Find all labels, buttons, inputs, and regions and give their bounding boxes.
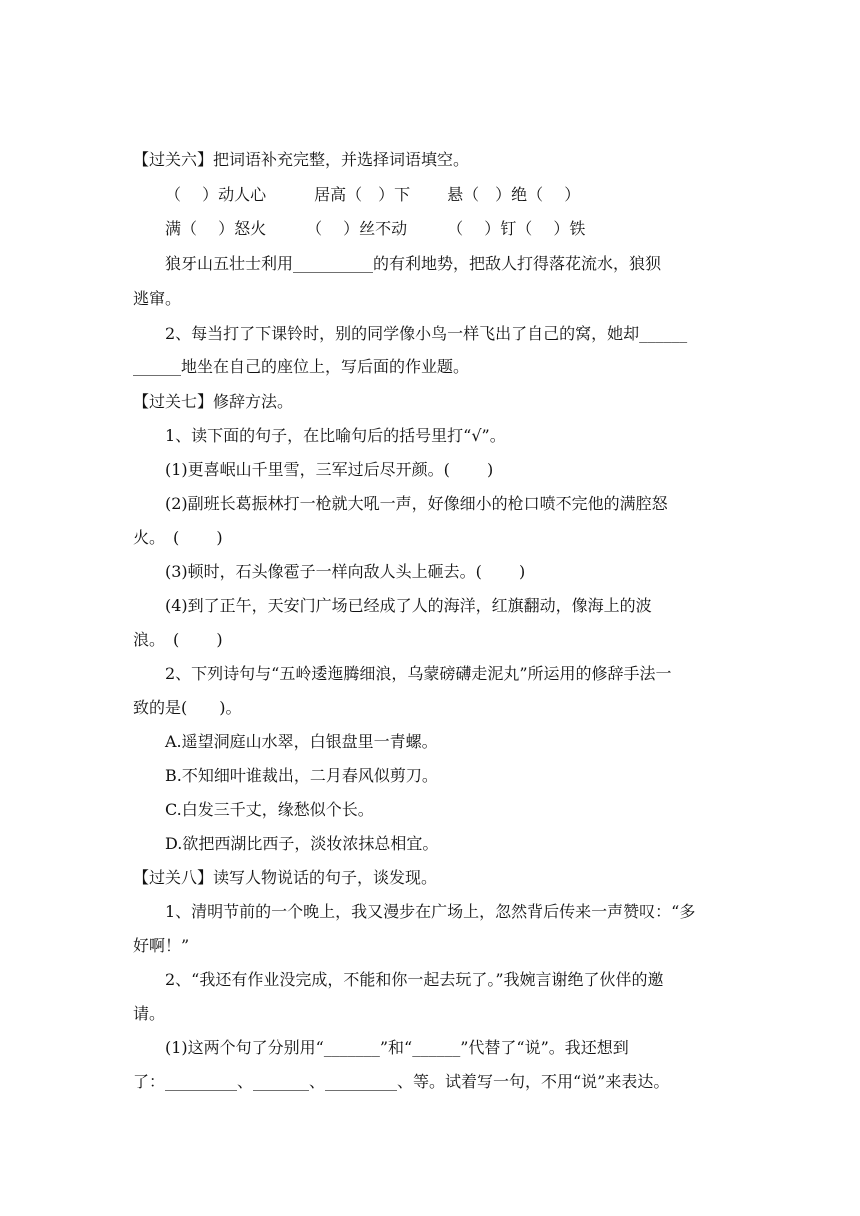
question-8-1-cont: 了：_________、_______、_________、等。试着写一句，不用“说”来表达。 [133, 1072, 670, 1091]
option-b: B.不知细叶谁裁出，二月春风似剪刀。 [165, 766, 438, 785]
item-7-1-3: (3)顿时，石头像雹子一样向敌人头上砸去。( ) [165, 562, 526, 581]
item-7-1-2: (2)副班长葛振林打一枪就大吼一声，好像细小的枪口喷不完他的满腔怒 [165, 494, 668, 513]
option-c: C.白发三千丈，缘愁似个长。 [165, 800, 374, 819]
question-8-1: (1)这两个句了分别用“_______”和“______”代替了“说”。我还想到 [165, 1038, 629, 1057]
sentence-8-2: 2、“我还有作业没完成，不能和你一起去玩了。”我婉言谢绝了伙伴的邀 [165, 970, 664, 989]
option-d: D.欲把西湖比西子，淡妆浓抹总相宜。 [165, 834, 439, 853]
fill-sentence-2-cont: ______地坐在自己的座位上，写后面的作业题。 [133, 357, 470, 376]
option-a: A.遥望洞庭山水翠，白银盘里一青螺。 [165, 732, 438, 751]
item-7-1-4: (4)到了正午，天安门广场已经成了人的海洋，红旗翻动，像海上的波 [165, 596, 652, 615]
fill-sentence-2: 2、每当打了下课铃时，别的同学像小鸟一样飞出了自己的窝，她却______ [165, 324, 688, 343]
word-blanks-row-2: 满（ ）怒火 （ ）丝不动 （ ）钉（ ）铁 [165, 219, 586, 238]
fill-sentence-1-cont: 逃窜。 [133, 289, 182, 308]
sentence-8-1: 1、清明节前的一个晚上，我又漫步在广场上，忽然背后传来一声赞叹：“多 [165, 902, 696, 921]
question-7-2-cont: 致的是( )。 [133, 698, 242, 717]
fill-sentence-1: 狼牙山五壮士利用__________的有利地势，把敌人打得落花流水，狼狈 [165, 254, 662, 273]
question-7-2: 2、下列诗句与“五岭逶迤腾细浪，乌蒙磅礴走泥丸”所运用的修辞手法一 [165, 664, 672, 683]
sentence-8-2-cont: 请。 [133, 1004, 166, 1023]
section-heading-8: 【过关八】读写人物说话的句子，谈发现。 [133, 868, 438, 887]
item-7-1-1: (1)更喜岷山千里雪，三军过后尽开颜。( ) [165, 460, 494, 479]
section-heading-7: 【过关七】修辞方法。 [133, 392, 294, 411]
item-7-1-2-cont: 火。 ( ) [133, 528, 223, 547]
word-blanks-row-1: （ ）动人心 居高（ ）下 悬（ ）绝（ ） [165, 185, 581, 204]
section-heading-6: 【过关六】把词语补充完整，并选择词语填空。 [133, 150, 470, 169]
question-7-1: 1、读下面的句子，在比喻句后的括号里打“√”。 [165, 426, 506, 445]
item-7-1-4-cont: 浪。 ( ) [133, 630, 223, 649]
sentence-8-1-cont: 好啊！” [133, 936, 190, 955]
